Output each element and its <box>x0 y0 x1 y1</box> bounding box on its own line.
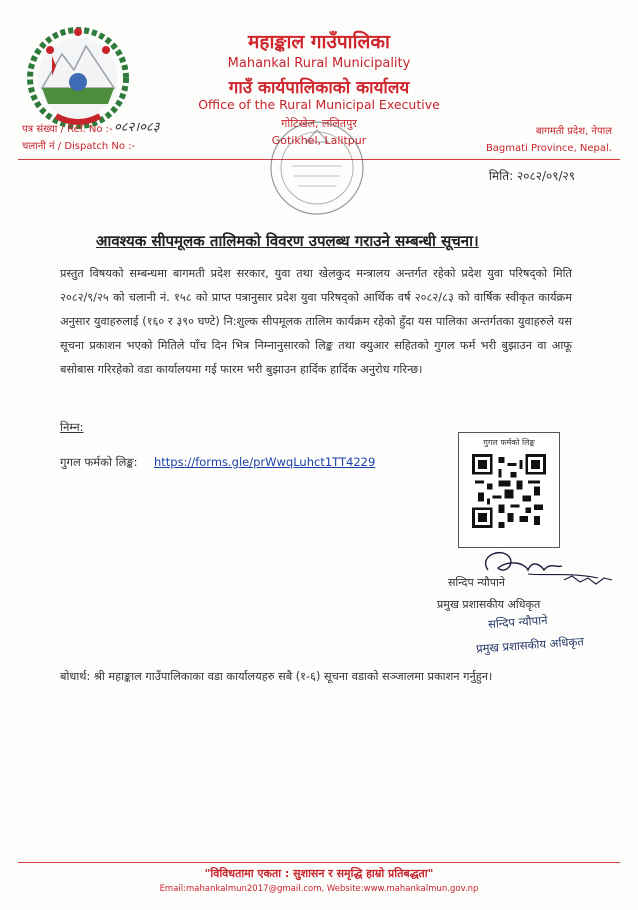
address-np: गोटिखेल, ललितपुर <box>281 117 357 130</box>
nimna-heading: निम्न: <box>60 420 84 434</box>
letter-body: प्रस्तुत विषयको सम्बन्धमा बागमती प्रदेश सरकार, युवा तथा खेलकुद मन्त्रालय अन्तर्गत रहेको प्रदेश युवा परिषद्को मिति २०८२/९/२५ को चलानी नं. १५८ को प्राप्त पत्रानुसार प्रदेश युवा परिषद्को आर्थिक वर्ष २०८२/८३ को वार्षिक स्वीकृत कार्यक्रम अनुसार युवाहरुलाई (१६० र ३९० घण्टे) नि:शुल्क सीपमूलक तालिम कार्यक्रम रहेको हुँदा यस पालिका अन्तर्गतका युवाहरुले यस सूचना प्रकाशन भएको मितिले पाँच दिन भित्र निम्नानुसारको लिङ्क तथा क्युआर सहितको गुगल फर्म भरी बुझाउन वा आफू बसोबास गरिरहेको वडा कार्यालयमा गई फारम भरी बुझाउन हार्दिक हार्दिक अनुरोध गरिन्छ। <box>60 267 572 376</box>
footer-divider <box>18 862 620 863</box>
signatory-stamp-name: सन्दिप न्यौपाने <box>487 612 548 632</box>
province-en: Bagmati Province, Nepal. <box>485 143 612 154</box>
letter-date: मिति: २०८२/०९/२९ <box>488 169 575 183</box>
cc-note: बोधार्थ: श्री महाङ्काल गाउँपालिकाका वडा कार्यालयहरु सबै (१-६) सूचना वडाको सञ्जालमा प्रकाशन गर्नुहुन। <box>60 670 493 683</box>
ref-value: ०८२।०८३ <box>114 120 160 135</box>
signatory-name: सन्दिप न्यौपाने <box>448 576 505 589</box>
office-title-np: गाउँ कार्यपालिकाको कार्यालय <box>228 78 410 98</box>
letter-subject: आवश्यक सीपमूलक तालिमको विवरण उपलब्ध गराउने सम्बन्धी सूचना। <box>96 232 479 250</box>
qr-code-box <box>458 432 560 548</box>
address-en: Gotikhel, Lalitpur <box>271 134 367 147</box>
office-stamp-icon <box>258 116 376 220</box>
province-np: बागमती प्रदेश, नेपाल <box>535 126 612 137</box>
office-title-en: Office of the Rural Municipal Executive <box>198 97 440 112</box>
ref-label: पत्र संख्या / Ref. No :- <box>22 124 113 135</box>
google-form-link[interactable]: https://forms.gle/prWwqLuhct1TT4229 <box>154 455 376 469</box>
qr-code-icon[interactable] <box>472 454 546 528</box>
signatory-stamp-post: प्रमुख प्रशासकीय अधिकृत <box>475 634 585 656</box>
signatory-post: प्रमुख प्रशासकीय अधिकृत <box>437 598 541 611</box>
dispatch-label: चलानी नं / Dispatch No :- <box>22 141 136 152</box>
municipality-title-en: Mahankal Rural Municipality <box>227 56 411 71</box>
footer-motto: "विविधतामा एकता : सुशासन र समृद्धि हाम्रो प्रतिबद्धता" <box>204 867 434 880</box>
municipality-title-np: महाङ्काल गाउँपालिका <box>248 31 390 53</box>
google-form-label: गुगल फर्मको लिङ्क: <box>60 455 138 469</box>
qr-code-label: गुगल फर्मको लिङ्क <box>483 438 535 447</box>
footer-contact: Email:mahankalmun2017@gmail.com, Website:www.mahankalmun.gov.np <box>159 884 479 894</box>
